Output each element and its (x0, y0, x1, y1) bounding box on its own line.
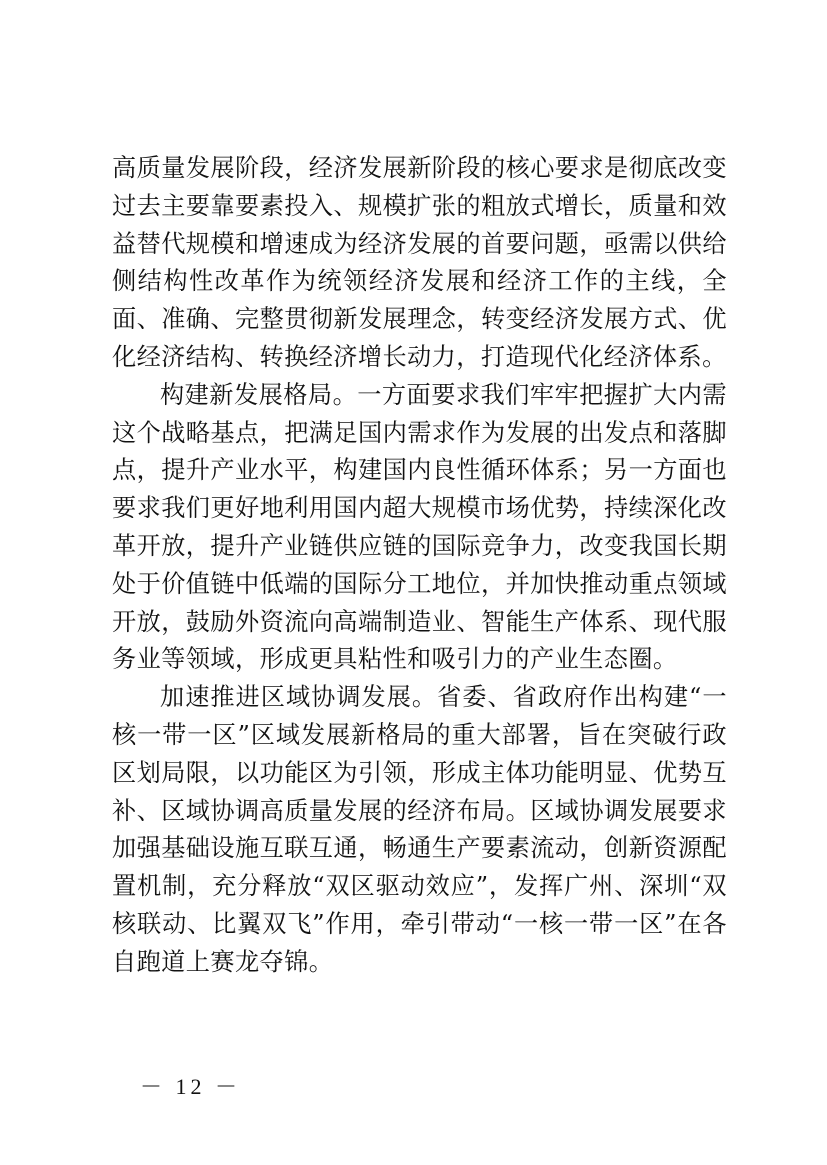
page-number: － 12 － (140, 1074, 242, 1099)
paragraph-new-development-pattern: 构建新发展格局。一方面要求我们牢牢把握扩大内需这个战略基点，把满足国内需求作为发展的出发点和落脚点，提升产业水平，构建国内良性循环体系；另一方面也要求我们更好地利用国内超大规模市场优势，持续深化改革开放，提升产业链供应链的国际竞争力，改变我国长期处于价值链中低端的国际分工地位，并加快推动重点领域开放，鼓励外资流向高端制造业、智能生产体系、现代服务业等领域，形成更具粘性和吸引力的产业生态圈。 (112, 380, 727, 674)
paragraph-regional-coordination: 加速推进区域协调发展。省委、省政府作出构建“一核一带一区”区域发展新格局的重大部署，旨在突破行政区划局限，以功能区为引领，形成主体功能明显、优势互补、区域协调高质量发展的经济布局。区域协调发展要求加强基础设施互联互通，畅通生产要素流动，创新资源配置机制，充分释放“双区驱动效应”，发挥广州、深圳“双核联动、比翼双飞”作用，牵引带动“一核一带一区”在各自跑道上赛龙夺锦。 (112, 683, 727, 976)
paragraph-continued: 高质量发展阶段，经济发展新阶段的核心要求是彻底改变过去主要靠要素投入、规模扩张的粗放式增长，质量和效益替代规模和增速成为经济发展的首要问题，亟需以供给侧结构性改革作为统领经济发展和经济工作的主线，全面、准确、完整贯彻新发展理念，转变经济发展方式、优化经济结构、转换经济增长动力，打造现代化经济体系。 (112, 154, 727, 371)
body-text (112, 150, 727, 982)
